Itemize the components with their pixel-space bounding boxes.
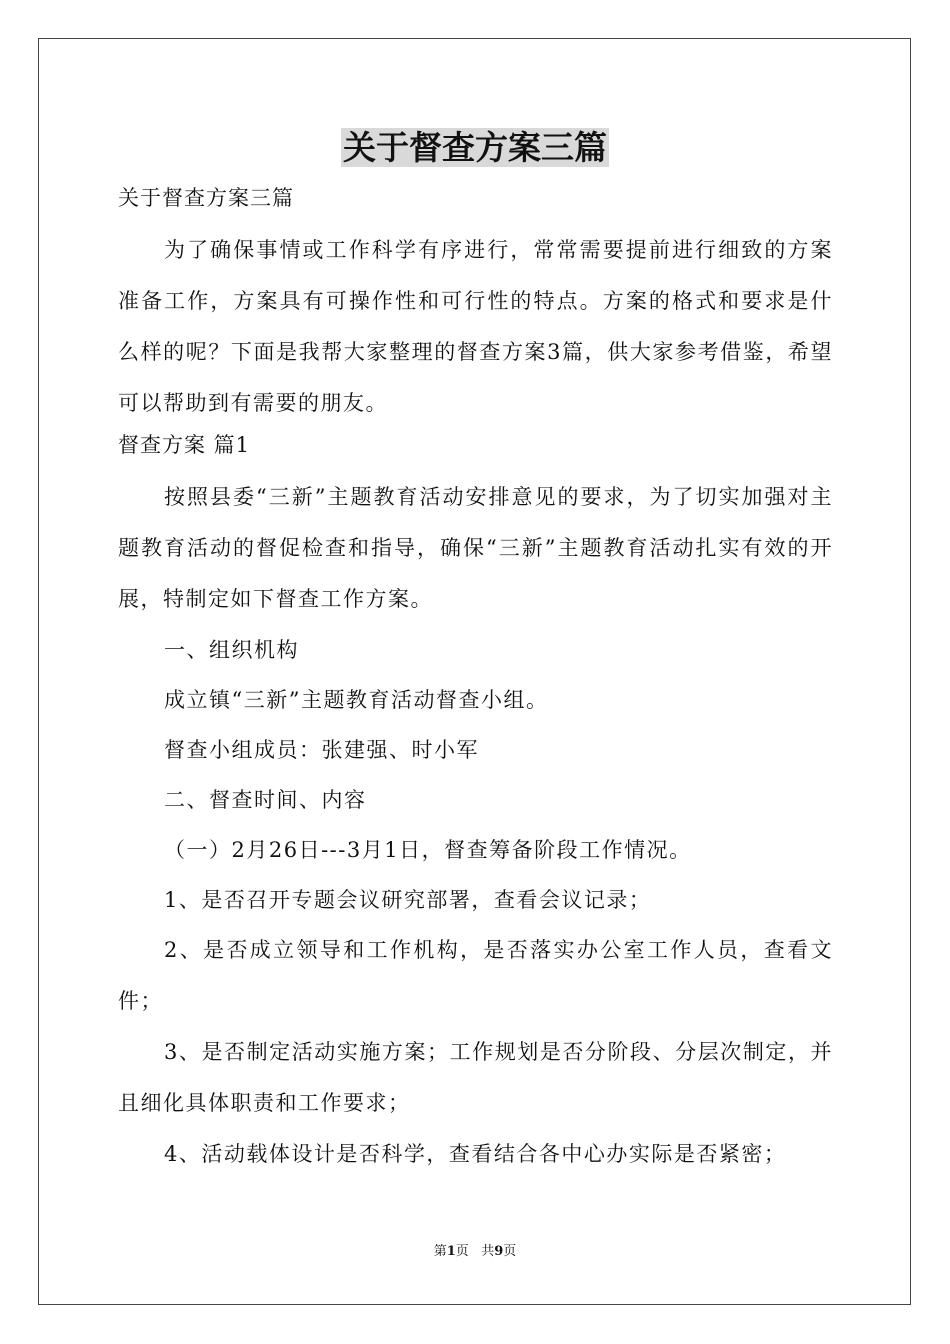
org-line-1: 成立镇“三新”主题教育活动督查小组。 [164, 688, 549, 712]
item-2: 2、是否成立领导和工作机构，是否落实办公室工作人员，查看文件； [118, 938, 833, 1013]
footer-page-total: 9 [494, 1244, 504, 1259]
item-1: 1、是否召开专题会议研究部署，查看会议记录； [164, 888, 652, 912]
org-heading: 一、组织机构 [164, 638, 299, 662]
document-title-text: 关于督查方案三篇 [343, 128, 607, 167]
section-heading: 督查方案 篇1 [118, 433, 251, 457]
item-4: 4、活动载体设计是否科学，查看结合各中心办实际是否紧密； [164, 1142, 787, 1166]
page-footer [0, 1243, 950, 1261]
stage-1: （一）2月26日---3月1日，督查筹备阶段工作情况。 [164, 838, 692, 862]
document-body [118, 180, 833, 1179]
item-3: 3、是否制定活动实施方案；工作规划是否分阶段、分层次制定，并且细化具体职责和工作要求； [118, 1040, 833, 1115]
time-heading: 二、督查时间、内容 [164, 788, 367, 812]
footer-page-end: 页 [503, 1244, 517, 1259]
footer-page-current: 1 [446, 1244, 456, 1259]
footer-page-prefix: 第 [433, 1244, 447, 1259]
section-paragraph: 按照县委“三新”主题教育活动安排意见的要求，为了切实加强对主题教育活动的督促检查和指导，确保“三新”主题教育活动扎实有效的开展，特制定如下督查工作方案。 [118, 485, 833, 611]
document-subtitle: 关于督查方案三篇 [118, 186, 294, 210]
intro-paragraph: 为了确保事情或工作科学有序进行，常常需要提前进行细致的方案准备工作，方案具有可操作性和可行性的特点。方案的格式和要求是什么样的呢？下面是我帮大家整理的督查方案3篇，供大家参考借鉴，希望可以帮助到有需要的朋友。 [118, 238, 833, 415]
footer-page-suffix: 页 共 [455, 1244, 495, 1259]
org-line-2: 督查小组成员：张建强、时小军 [164, 738, 479, 762]
document-title [0, 126, 950, 170]
